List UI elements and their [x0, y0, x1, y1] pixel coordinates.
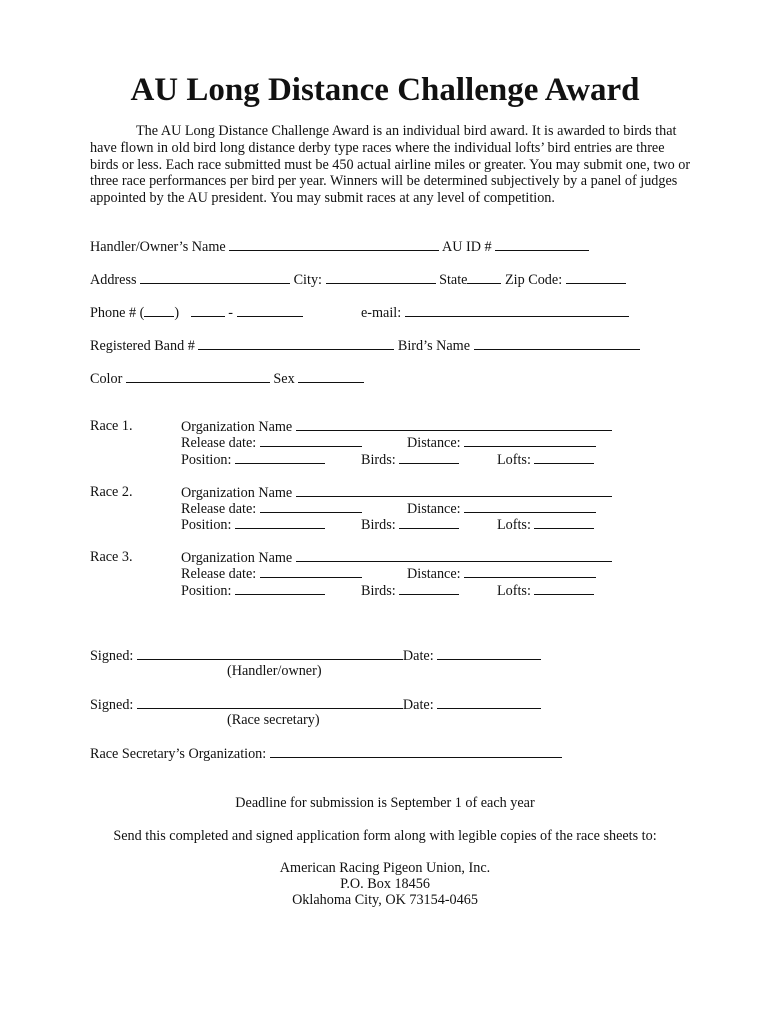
au-id-field[interactable] [495, 238, 589, 251]
race-label: Race 2. [90, 484, 133, 500]
secretary-date-field[interactable] [437, 696, 541, 709]
secretary-signature-field[interactable] [137, 696, 403, 709]
lofts-field[interactable] [534, 516, 594, 529]
form-title: AU Long Distance Challenge Award [130, 72, 640, 108]
release-row [181, 434, 362, 452]
release-label: Release date: [181, 435, 257, 451]
org-label: Organization Name [181, 485, 293, 501]
zip-label: Zip Code: [505, 272, 563, 288]
handler-signature-field[interactable] [137, 647, 403, 660]
lofts-row [497, 582, 594, 600]
city-field[interactable] [326, 271, 436, 284]
mailing-address-line-1: American Racing Pigeon Union, Inc. [279, 860, 491, 876]
email-field[interactable] [405, 304, 629, 317]
send-instructions: Send this completed and signed application form along with legible copies of the race sheets to: [113, 828, 657, 844]
org-field[interactable] [296, 484, 612, 497]
position-row [181, 516, 325, 534]
distance-label: Distance: [407, 566, 461, 582]
secretary-caption: (Race secretary) [227, 712, 320, 728]
distance-field[interactable] [464, 434, 596, 447]
handler-caption: (Handler/owner) [227, 663, 322, 679]
position-label: Position: [181, 583, 232, 599]
bird-name-field[interactable] [474, 337, 640, 350]
birds-field[interactable] [399, 516, 459, 529]
birds-field[interactable] [399, 582, 459, 595]
position-row [181, 451, 325, 469]
position-field[interactable] [235, 582, 325, 595]
lofts-label: Lofts: [497, 583, 531, 599]
au-id-label: AU ID # [441, 239, 492, 255]
city-label: City: [293, 272, 322, 288]
birds-label: Birds: [361, 452, 396, 468]
release-row [181, 565, 362, 583]
birds-label: Birds: [361, 517, 396, 533]
color-label: Color [90, 371, 123, 387]
handler-name-field[interactable] [229, 238, 439, 251]
phone-label: Phone # ( [90, 305, 145, 321]
distance-row [407, 434, 596, 452]
handler-date-field[interactable] [437, 647, 541, 660]
phone-prefix-field[interactable] [191, 304, 225, 317]
lofts-label: Lofts: [497, 452, 531, 468]
secretary-org-label: Race Secretary’s Organization: [90, 746, 267, 762]
phone-dash: - [228, 305, 233, 321]
distance-field[interactable] [464, 500, 596, 513]
date-label: Date: [402, 697, 434, 713]
signed-label: Signed: [90, 648, 134, 664]
address-field[interactable] [140, 271, 290, 284]
color-row [90, 370, 364, 388]
birds-field[interactable] [399, 451, 459, 464]
lofts-field[interactable] [534, 582, 594, 595]
mailing-address-line-3: Oklahoma City, OK 73154-0465 [292, 892, 478, 908]
lofts-row [497, 516, 594, 534]
lofts-field[interactable] [534, 451, 594, 464]
date-label: Date: [402, 648, 434, 664]
phone-row [90, 304, 303, 322]
birds-row [361, 516, 459, 534]
email-label: e-mail: [361, 305, 402, 321]
band-label: Registered Band # [90, 338, 195, 354]
race-label: Race 1. [90, 418, 133, 434]
state-field[interactable] [467, 271, 501, 284]
sex-field[interactable] [298, 370, 364, 383]
birds-row [361, 582, 459, 600]
signed-label: Signed: [90, 697, 134, 713]
lofts-row [497, 451, 594, 469]
race-label: Race 3. [90, 549, 133, 565]
release-field[interactable] [260, 434, 362, 447]
address-row [90, 271, 626, 289]
distance-label: Distance: [407, 501, 461, 517]
position-row [181, 582, 325, 600]
distance-row [407, 565, 596, 583]
distance-field[interactable] [464, 565, 596, 578]
org-field[interactable] [296, 549, 612, 562]
handler-row [90, 238, 589, 256]
intro-text: The AU Long Distance Challenge Award is an individual bird award. It is awarded to birds that have flown in old bird long distance derby type races where the individual lofts’ bird entries are three birds or less. Each race submitted must be 450 actual airline miles or greater. You may submit one, two or three race performances per bird per year. Winners will be determined subjectively by a panel of judges appointed by the AU president. You may submit races at any level of competition. [90, 123, 691, 207]
intro-paragraph [90, 123, 694, 207]
phone-close-paren: ) [174, 305, 180, 321]
release-label: Release date: [181, 501, 257, 517]
lofts-label: Lofts: [497, 517, 531, 533]
sex-label: Sex [273, 371, 295, 387]
band-field[interactable] [198, 337, 394, 350]
deadline-text: Deadline for submission is September 1 of each year [235, 795, 535, 811]
phone-area-field[interactable] [144, 304, 174, 317]
position-field[interactable] [235, 451, 325, 464]
release-field[interactable] [260, 500, 362, 513]
release-label: Release date: [181, 566, 257, 582]
mailing-address-line-2: P.O. Box 18456 [340, 876, 430, 892]
band-row [90, 337, 640, 355]
email-row [361, 304, 629, 322]
org-label: Organization Name [181, 419, 293, 435]
phone-number-field[interactable] [237, 304, 303, 317]
birds-row [361, 451, 459, 469]
org-field[interactable] [296, 418, 612, 431]
bird-name-label: Bird’s Name [397, 338, 471, 354]
address-label: Address [90, 272, 137, 288]
position-label: Position: [181, 517, 232, 533]
distance-label: Distance: [407, 435, 461, 451]
secretary-org-row [90, 745, 562, 763]
position-field[interactable] [235, 516, 325, 529]
birds-label: Birds: [361, 583, 396, 599]
state-label: State [439, 272, 468, 288]
org-label: Organization Name [181, 550, 293, 566]
zip-field[interactable] [566, 271, 626, 284]
color-field[interactable] [126, 370, 270, 383]
position-label: Position: [181, 452, 232, 468]
secretary-org-field[interactable] [270, 745, 562, 758]
handler-name-label: Handler/Owner’s Name [90, 239, 226, 255]
release-field[interactable] [260, 565, 362, 578]
